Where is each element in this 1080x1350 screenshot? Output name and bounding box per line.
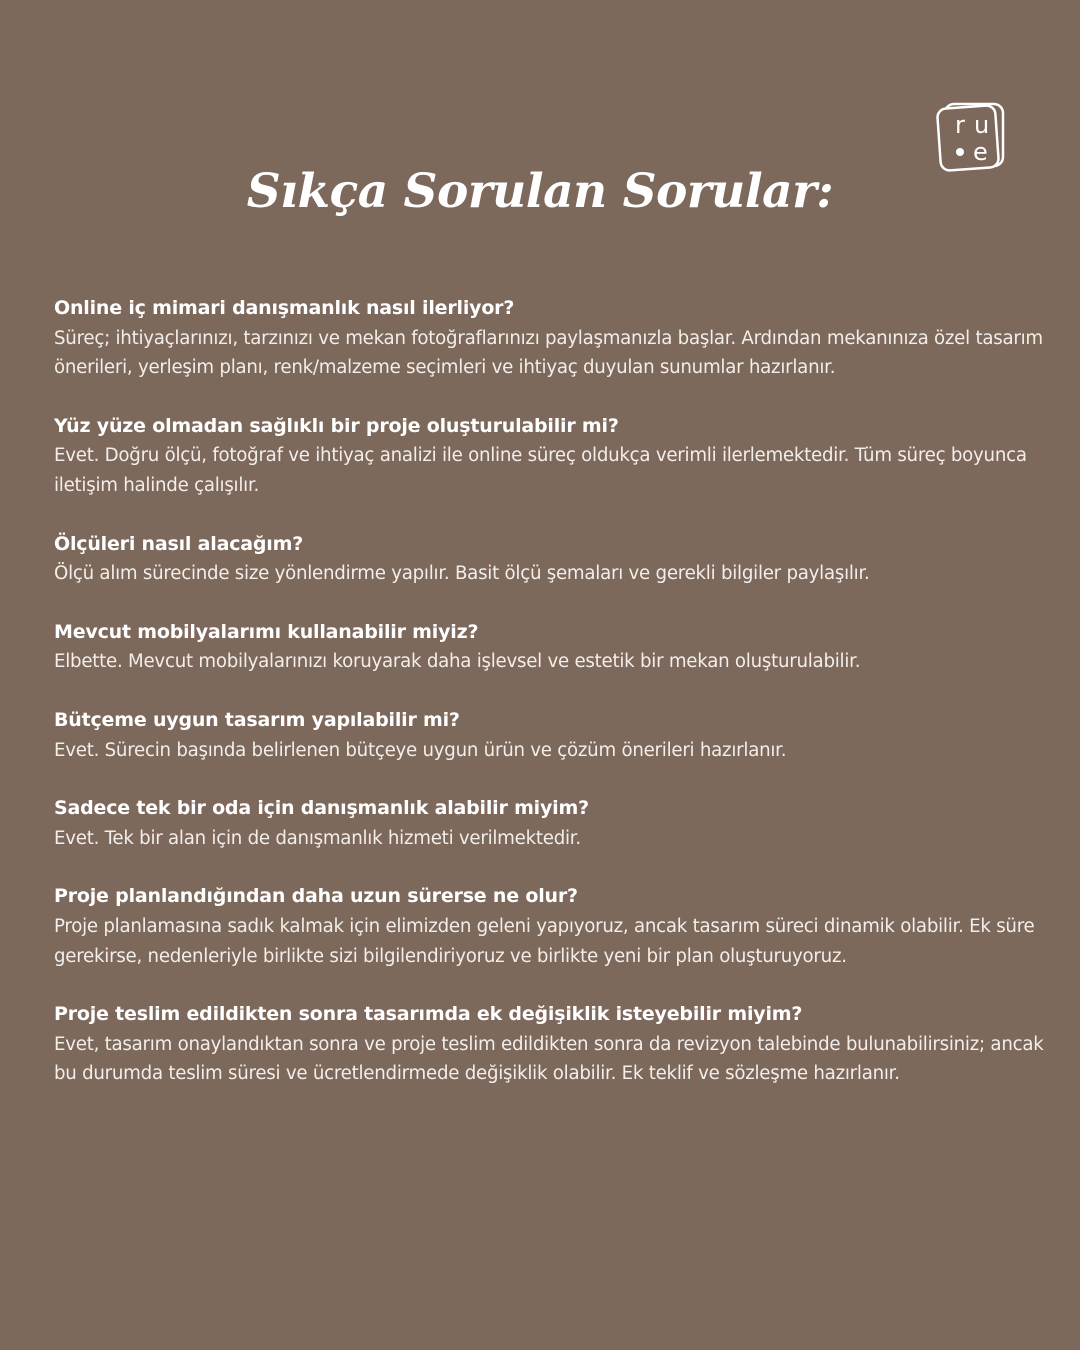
faq-item <box>54 1000 1044 1089</box>
faq-item <box>54 294 1044 383</box>
faq-item <box>54 618 1044 677</box>
faq-question: Mevcut mobilyalarımı kullanabilir miyiz? <box>54 620 479 643</box>
faq-answer: Ölçü alım sürecinde size yönlendirme yapılır. Basit ölçü şemaları ve gerekli bilgiler paylaşılır. <box>54 563 870 585</box>
faq-item <box>54 794 1044 853</box>
faq-answer: Evet, tasarım onaylandıktan sonra ve proje teslim edildikten sonra da revizyon talebinde bulunabilirsiniz; ancak bu durumda teslim süresi ve ücretlendirmede değişiklik olabilir. Ek teklif ve sözleşme hazırlanır. <box>54 1033 1044 1085</box>
faq-answer: Elbette. Mevcut mobilyalarınızı koruyarak daha işlevsel ve estetik bir mekan oluşturulabilir. <box>54 651 861 673</box>
faq-question: Yüz yüze olmadan sağlıklı bir proje oluşturulabilir mi? <box>54 414 619 437</box>
faq-answer: Evet. Tek bir alan için de danışmanlık hizmeti verilmektedir. <box>54 827 581 849</box>
faq-item <box>54 706 1044 765</box>
faq-question: Sadece tek bir oda için danışmanlık alabilir miyim? <box>54 797 589 820</box>
svg-text:u: u <box>974 111 990 139</box>
faq-question: Bütçeme uygun tasarım yapılabilir mi? <box>54 708 460 731</box>
faq-question: Ölçüleri nasıl alacağım? <box>54 532 304 555</box>
page-title: Sıkça Sorulan Sorular: <box>246 164 834 219</box>
faq-item <box>54 530 1044 589</box>
faq-list <box>54 294 1044 1118</box>
faq-answer: Evet. Doğru ölçü, fotoğraf ve ihtiyaç analizi ile online süreç oldukça verimli ilerlemektedir. Tüm süreç boyunca iletişim halinde çalışılır. <box>54 445 1027 496</box>
faq-answer: Süreç; ihtiyaçlarınızı, tarzınızı ve mekan fotoğraflarınızı paylaşmanızla başlar. Ardından mekanınıza özel tasarım önerileri, yerleşim planı, renk/malzeme seçimleri ve ihtiyaç duyulan sunumlar hazırlanır. <box>54 327 1043 379</box>
faq-question: Online iç mimari danışmanlık nasıl ilerliyor? <box>54 297 515 319</box>
faq-item <box>54 412 1044 501</box>
faq-answer: Proje planlamasına sadık kalmak için elimizden geleni yapıyoruz, ancak tasarım süreci dinamik olabilir. Ek süre gerekirse, nedenleriyle birlikte sizi bilgilendiriyoruz ve birlikte yeni bir plan oluşturuyoruz. <box>54 915 1035 967</box>
faq-question: Proje teslim edildikten sonra tasarımda ek değişiklik isteyebilir miyim? <box>54 1003 803 1026</box>
faq-item <box>54 882 1044 971</box>
faq-answer: Evet. Sürecin başında belirlenen bütçeye uygun ürün ve çözüm önerileri hazırlanır. <box>54 739 787 761</box>
svg-text:e: e <box>973 138 988 166</box>
svg-text:r: r <box>955 111 965 139</box>
faq-question: Proje planlandığından daha uzun sürerse ne olur? <box>54 885 578 908</box>
